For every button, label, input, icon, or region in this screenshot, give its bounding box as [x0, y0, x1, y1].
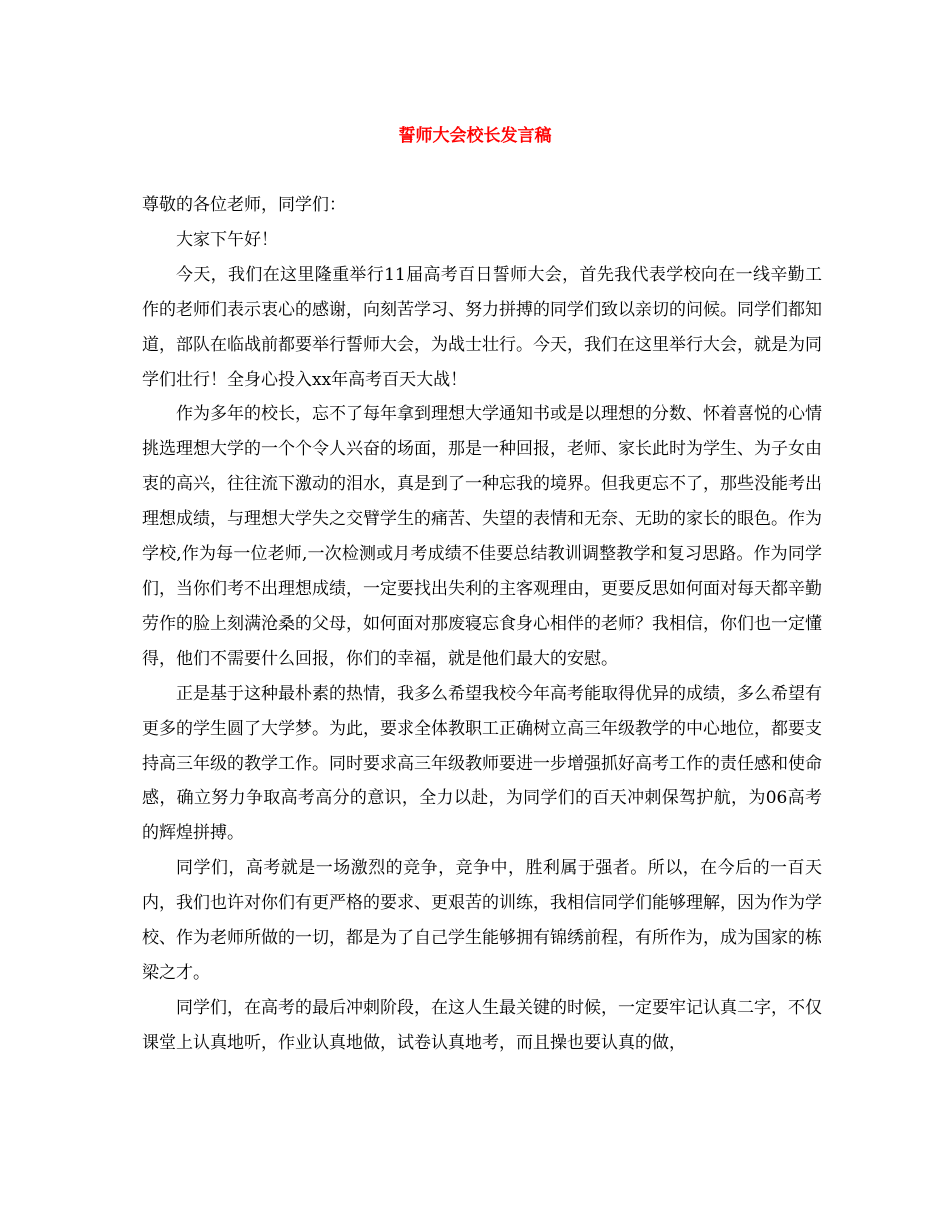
paragraph: 正是基于这种最朴素的热情，我多么希望我校今年高考能取得优异的成绩，多么希望有更多的学生圆了大学梦。为此，要求全体教职工正确树立高三年级教学的中心地位，都要支持高三年级的教学工作。同时要求高三年级教师要进一步增强抓好高考工作的责任感和使命感，确立努力争取高考高分的意识，全力以赴，为同学们的百天冲刺保驾护航，为06高考的辉煌拼搏。: [142, 683, 822, 844]
paragraph: 今天，我们在这里隆重举行11届高考百日誓师大会，首先我代表学校向在一线辛勤工作的老师们表示衷心的感谢，向刻苦学习、努力拼搏的同学们致以亲切的问候。同学们都知道，部队在临战前都要举行誓师大会，为战士壮行。今天，我们在这里举行大会，就是为同学们壮行！全身心投入xx年高考百天大战！: [142, 264, 822, 390]
paragraph-greeting: 大家下午好！: [176, 229, 278, 250]
paragraph: 同学们，高考就是一场激烈的竞争，竞争中，胜利属于强者。所以，在今后的一百天内，我们也许对你们有更严格的要求、更艰苦的训练，我相信同学们能够理解，因为作为学校、作为老师所做的一切，都是为了自己学生能够拥有锦绣前程，有所作为，成为国家的栋梁之才。: [142, 858, 822, 983]
document-title: 誓师大会校长发言稿: [398, 126, 552, 146]
paragraph: 作为多年的校长，忘不了每年拿到理想大学通知书或是以理想的分数、怀着喜悦的心情挑选理想大学的一个个令人兴奋的场面，那是一种回报，老师、家长此时为学生、为子女由衷的高兴，往往流下激动的泪水，真是到了一种忘我的境界。但我更忘不了，那些没能考出理想成绩，与理想大学失之交臂学生的痛苦、失望的表情和无奈、无助的家长的眼色。作为学校,作为每一位老师,一次检测或月考成绩不佳要总结教训调整教学和复习思路。作为同学们，当你们考不出理想成绩，一定要找出失利的主客观理由，更要反思如何面对每天都辛勤劳作的脸上刻满沧桑的父母，如何面对那废寝忘食身心相伴的老师？我相信，你们也一定懂得，他们不需要什么回报，你们的幸福，就是他们最大的安慰。: [142, 404, 822, 669]
salutation: 尊敬的各位老师，同学们：: [142, 195, 346, 215]
document-body: [142, 188, 822, 1061]
paragraph: 同学们，在高考的最后冲刺阶段，在这人生最关键的时候，一定要牢记认真二字，不仅课堂上认真地听，作业认真地做，试卷认真地考，而且操也要认真的做，: [142, 997, 822, 1053]
